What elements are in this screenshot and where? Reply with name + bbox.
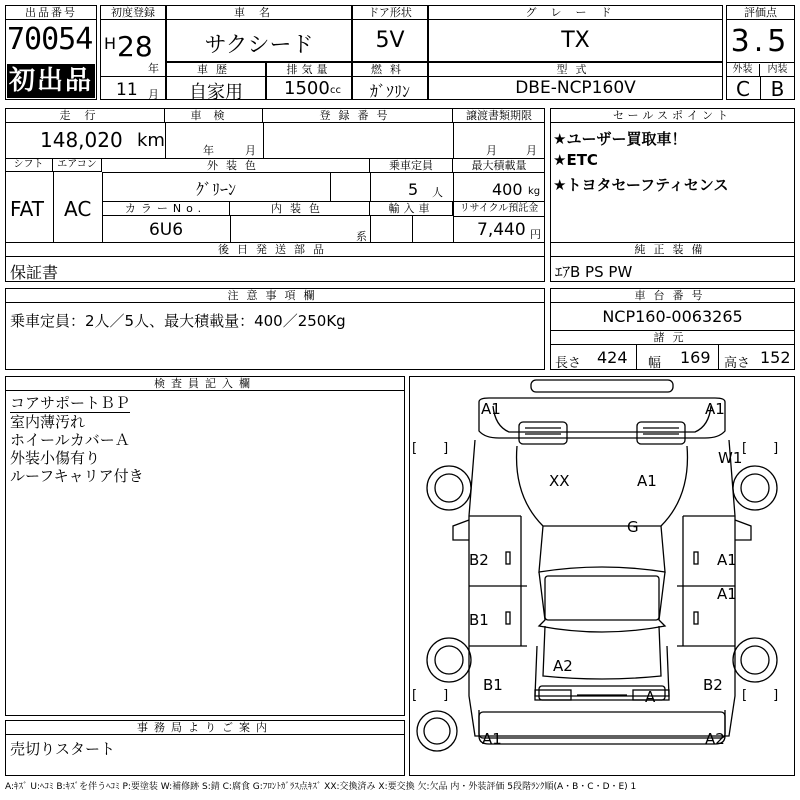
interior-grade: B <box>770 77 785 101</box>
inspector-line: ホイールカバーＡ <box>10 431 130 449</box>
fuel: ｶﾞｿﾘﾝ <box>369 82 410 101</box>
max-load-unit: kg <box>528 186 541 197</box>
capacity: 5 <box>408 180 419 199</box>
shift-label: シフト <box>5 159 53 172</box>
legend: A:ｷｽﾞ U:ﾍｺﾐ B:ｷｽﾞを伴うﾍｺﾐ P:要塗装 W:補修跡 S:錆 C:腐食 G:ﾌﾛﾝﾄｶﾞﾗｽ点ｷｽﾞ XX:交換済み X:要交換 欠:欠品 内・外装評価 5段階ﾗﾝｸ順(A・B・C・D・E) 1 <box>5 782 637 792</box>
inspector-line: 室内薄汚れ <box>10 413 86 431</box>
length: 424 <box>597 348 628 367</box>
width: 169 <box>680 348 711 367</box>
damage-hood: XX <box>549 472 570 490</box>
damage-roof: G <box>627 518 639 536</box>
inspector-label: 検査員記入欄 <box>5 377 405 391</box>
sales-point-item: ★トヨタセーフティセンス <box>553 176 729 194</box>
damage-right-rear: B2 <box>703 676 723 694</box>
chassis-number: NCP160-0063265 <box>602 307 743 326</box>
damage-left-front-door: B2 <box>469 551 489 569</box>
mileage: 148,020 <box>40 128 123 152</box>
office-label: 事務局よりご案内 <box>5 721 405 735</box>
notes-text: 乗車定員：2人／5人、最大積載量：400／250Kg <box>10 312 346 330</box>
later-parts-label: 後日発送部品 <box>5 243 545 257</box>
month-unit: 月 <box>148 88 159 101</box>
equipment-value: ｴｱB PS PW <box>555 263 633 281</box>
reg-year: 28 <box>117 30 153 63</box>
notes-label: 注意事項欄 <box>5 289 545 303</box>
grade-label: グレード <box>428 6 723 20</box>
capacity-label: 乗車定員 <box>370 159 453 173</box>
sales-points-label: セールスポイント <box>550 109 795 123</box>
exterior-label: 外装 <box>726 64 760 77</box>
inspection-label: 車検 <box>165 109 263 123</box>
capacity-unit: 人 <box>432 186 443 199</box>
height-label: 高さ <box>724 356 751 371</box>
transfer-month-unit: 月 <box>486 144 497 157</box>
reg-number-label: 登録番号 <box>263 109 453 123</box>
length-label: 長さ <box>555 356 582 371</box>
damage-right-rear-door: A1 <box>717 585 737 603</box>
recycle-fee: 7,440 <box>477 220 526 240</box>
recycle-label: リサイクル預託金 <box>453 202 545 217</box>
chassis-label: 車台番号 <box>550 289 795 303</box>
shift: FAT <box>10 197 45 221</box>
diagram-bracket-left-top: [ ] <box>412 441 449 456</box>
era: H <box>104 34 117 53</box>
recycle-unit: 円 <box>530 228 541 241</box>
inspector-line: 外装小傷有り <box>10 449 101 467</box>
height: 152 <box>760 348 791 367</box>
model-label: 型式 <box>428 63 723 77</box>
first-listing-badge: 初出品 <box>8 66 93 96</box>
diagram-bracket-left-bottom: [ ] <box>412 688 449 703</box>
score: 3.5 <box>730 24 791 59</box>
damage-front-right: A1 <box>705 400 725 418</box>
car-name: サクシード <box>204 33 314 58</box>
diagram-bracket-right-bottom: [ ] <box>742 688 779 703</box>
exterior-color: ｸﾞﾘｰﾝ <box>195 180 236 199</box>
damage-rear-left: A1 <box>482 730 502 748</box>
displacement: 1500 <box>284 78 330 99</box>
history: 自家用 <box>189 82 243 103</box>
car-name-label: 車名 <box>166 6 352 20</box>
interior-color-unit: 系 <box>356 230 367 243</box>
grade: TX <box>561 28 590 53</box>
door-label: ドア形状 <box>352 6 428 20</box>
damage-right-front-door: A1 <box>717 551 737 569</box>
color-number-label: カラーNo. <box>102 202 230 216</box>
later-parts: 保証書 <box>10 263 59 282</box>
transfer-day-unit: 月 <box>526 144 537 157</box>
history-label: 車歴 <box>166 63 266 77</box>
damage-front-left: A1 <box>481 400 501 418</box>
width-label: 幅 <box>648 356 662 371</box>
damage-rear-bumper-center: A <box>645 688 656 706</box>
import-label: 輸入車 <box>370 202 453 216</box>
car-outline-sketch <box>409 376 795 776</box>
max-load-label: 最大積載量 <box>453 159 545 173</box>
equipment-label: 純正装備 <box>550 243 795 257</box>
ac: AC <box>64 197 92 221</box>
sales-point-item: ★ETC <box>553 151 598 169</box>
damage-rear-glass: A2 <box>553 657 573 675</box>
inspection-month-unit: 月 <box>245 144 256 157</box>
transfer-deadline-label: 譲渡書類期限 <box>453 109 545 123</box>
damage-left-rear: B1 <box>483 676 503 694</box>
mileage-unit: km <box>137 130 165 151</box>
inspector-line: コアサポートＢＰ <box>10 394 131 412</box>
max-load: 400 <box>492 180 523 199</box>
displacement-unit: cc <box>330 85 341 96</box>
reg-month: 11 <box>116 80 138 100</box>
ac-label: エアコン <box>53 159 102 172</box>
exterior-color-label: 外装色 <box>102 159 370 173</box>
damage-rear-right: A2 <box>705 730 725 748</box>
sales-point-item: ★ユーザー買取車！ <box>553 130 687 148</box>
score-label: 評価点 <box>726 6 795 20</box>
lot-number: 70054 <box>7 22 93 57</box>
damage-left-rear-door: B1 <box>469 611 489 629</box>
door-type: 5V <box>375 28 405 53</box>
diagram-bracket-right-top: [ ] <box>742 441 779 456</box>
mileage-label: 走行 <box>5 109 165 123</box>
first-registration-label: 初度登録 <box>100 6 166 20</box>
fuel-label: 燃料 <box>352 63 428 77</box>
damage-right-front-wheel: W1 <box>718 449 743 467</box>
exterior-grade: C <box>736 77 750 101</box>
inspector-line: ルーフキャリア付き <box>10 467 144 485</box>
color-number: 6U6 <box>148 220 184 240</box>
inspection-year-unit: 年 <box>203 144 214 157</box>
year-unit: 年 <box>148 62 159 75</box>
interior-label: 内装 <box>760 64 795 77</box>
dims-label: 諸元 <box>550 330 795 345</box>
displacement-label: 排気量 <box>266 63 352 77</box>
damage-windshield-right: A1 <box>637 472 657 490</box>
lot-number-label: 出品番号 <box>5 6 97 20</box>
model: DBE-NCP160V <box>515 78 636 98</box>
office-text: 売切りスタート <box>10 740 116 758</box>
interior-color-label: 内装色 <box>230 202 370 216</box>
